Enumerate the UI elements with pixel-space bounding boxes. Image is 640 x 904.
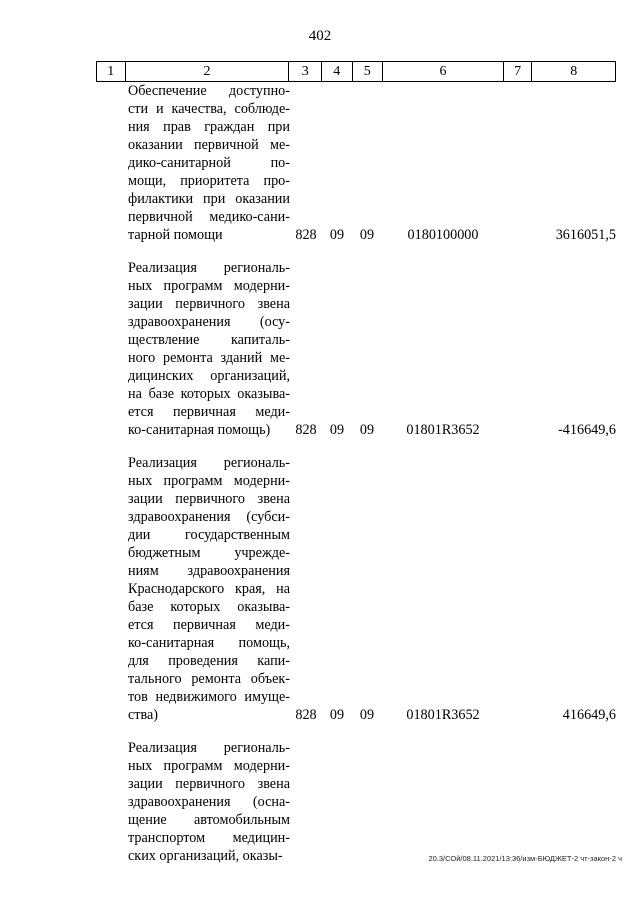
description-line: ниям здравоохранения: [128, 563, 290, 579]
description-line: оказании первичной ме-: [128, 137, 290, 153]
description-line: зации первичного звена: [128, 296, 290, 312]
table-body: [96, 82, 616, 880]
document-footer: 20.3/СОй/08.11.2021/13:36/изм-БЮДЖЕТ-2 чт-закон-2 ч: [428, 854, 622, 863]
table-row: [96, 259, 616, 439]
description-line: ется первичная меди-: [128, 404, 290, 420]
cell-target-code: 01801R3652: [406, 422, 480, 438]
description-line: ства): [128, 707, 159, 723]
cell-section: 09: [329, 422, 345, 438]
cell-ministry-code: 828: [295, 227, 317, 243]
column-header-7: 7: [503, 62, 532, 82]
cell-target-code: 0180100000: [407, 227, 479, 243]
table-row: [96, 739, 616, 865]
description-line: базе которых оказыва-: [128, 599, 290, 615]
cell-ministry-code: 828: [295, 707, 317, 723]
column-header-1: 1: [97, 62, 126, 82]
description-line: ного ремонта зданий ме-: [128, 350, 290, 366]
description-line: транспортом медицин-: [128, 830, 290, 846]
column-header-5: 5: [352, 62, 383, 82]
description-line: ко-санитарная помощь,: [128, 635, 290, 651]
description-line: тарной помощи: [128, 227, 223, 243]
description-line: первичной медико-сани-: [128, 209, 290, 225]
cell-amount: 3616051,5: [555, 227, 616, 243]
cell-amount: -416649,6: [558, 422, 616, 438]
description-line: ских организаций, оказы-: [128, 848, 283, 864]
column-header-8: 8: [532, 62, 616, 82]
cell-subsection: 09: [359, 707, 375, 723]
cell-section: 09: [329, 707, 345, 723]
description-line: Реализация региональ-: [128, 260, 290, 276]
description-line: здравоохранения (субси-: [128, 509, 290, 525]
description-line: Реализация региональ-: [128, 455, 290, 471]
column-header-3: 3: [289, 62, 322, 82]
description-line: щение автомобильным: [128, 812, 290, 828]
description-line: на базе которых оказыва-: [128, 386, 290, 402]
table-row: [96, 454, 616, 724]
column-header-2: 2: [125, 62, 289, 82]
description-line: мощи, приоритета про-: [128, 173, 290, 189]
column-header-table: [96, 61, 616, 82]
description-line: ных программ модерни-: [128, 758, 290, 774]
cell-subsection: 09: [359, 227, 375, 243]
description-line: дико-санитарной по-: [128, 155, 290, 171]
description-line: ется первичная меди-: [128, 617, 290, 633]
description-line: Реализация региональ-: [128, 740, 290, 756]
description-line: Краснодарского края, на: [128, 581, 290, 597]
cell-section: 09: [329, 227, 345, 243]
description-line: тального ремонта объек-: [128, 671, 290, 687]
description-line: здравоохранения (осна-: [128, 794, 290, 810]
description-line: ных программ модерни-: [128, 473, 290, 489]
page-number: 402: [308, 28, 332, 44]
cell-target-code: 01801R3652: [406, 707, 480, 723]
description-line: ния прав граждан при: [128, 119, 290, 135]
description-line: сти и качества, соблюде-: [128, 101, 290, 117]
column-header-4: 4: [321, 62, 352, 82]
description-line: дии государственным: [128, 527, 290, 543]
description-line: филактики при оказании: [128, 191, 290, 207]
table-row: [96, 82, 616, 244]
cell-description: [124, 82, 290, 244]
description-line: зации первичного звена: [128, 776, 290, 792]
cell-description: [124, 259, 290, 439]
cell-description: [124, 739, 290, 865]
column-header-row: [97, 62, 616, 82]
description-line: ществление капиталь-: [128, 332, 290, 348]
description-line: Обеспечение доступно-: [128, 83, 290, 99]
column-header-6: 6: [383, 62, 504, 82]
description-line: здравоохранения (осу-: [128, 314, 290, 330]
cell-description: [124, 454, 290, 724]
cell-amount: 416649,6: [562, 707, 616, 723]
description-line: ко-санитарная помощь): [128, 422, 271, 438]
description-line: зации первичного звена: [128, 491, 290, 507]
description-line: бюджетным учрежде-: [128, 545, 290, 561]
description-line: ных программ модерни-: [128, 278, 290, 294]
description-line: тов недвижимого имуще-: [128, 689, 290, 705]
cell-subsection: 09: [359, 422, 375, 438]
description-line: дицинских организаций,: [128, 368, 290, 384]
cell-ministry-code: 828: [295, 422, 317, 438]
description-line: для проведения капи-: [128, 653, 290, 669]
